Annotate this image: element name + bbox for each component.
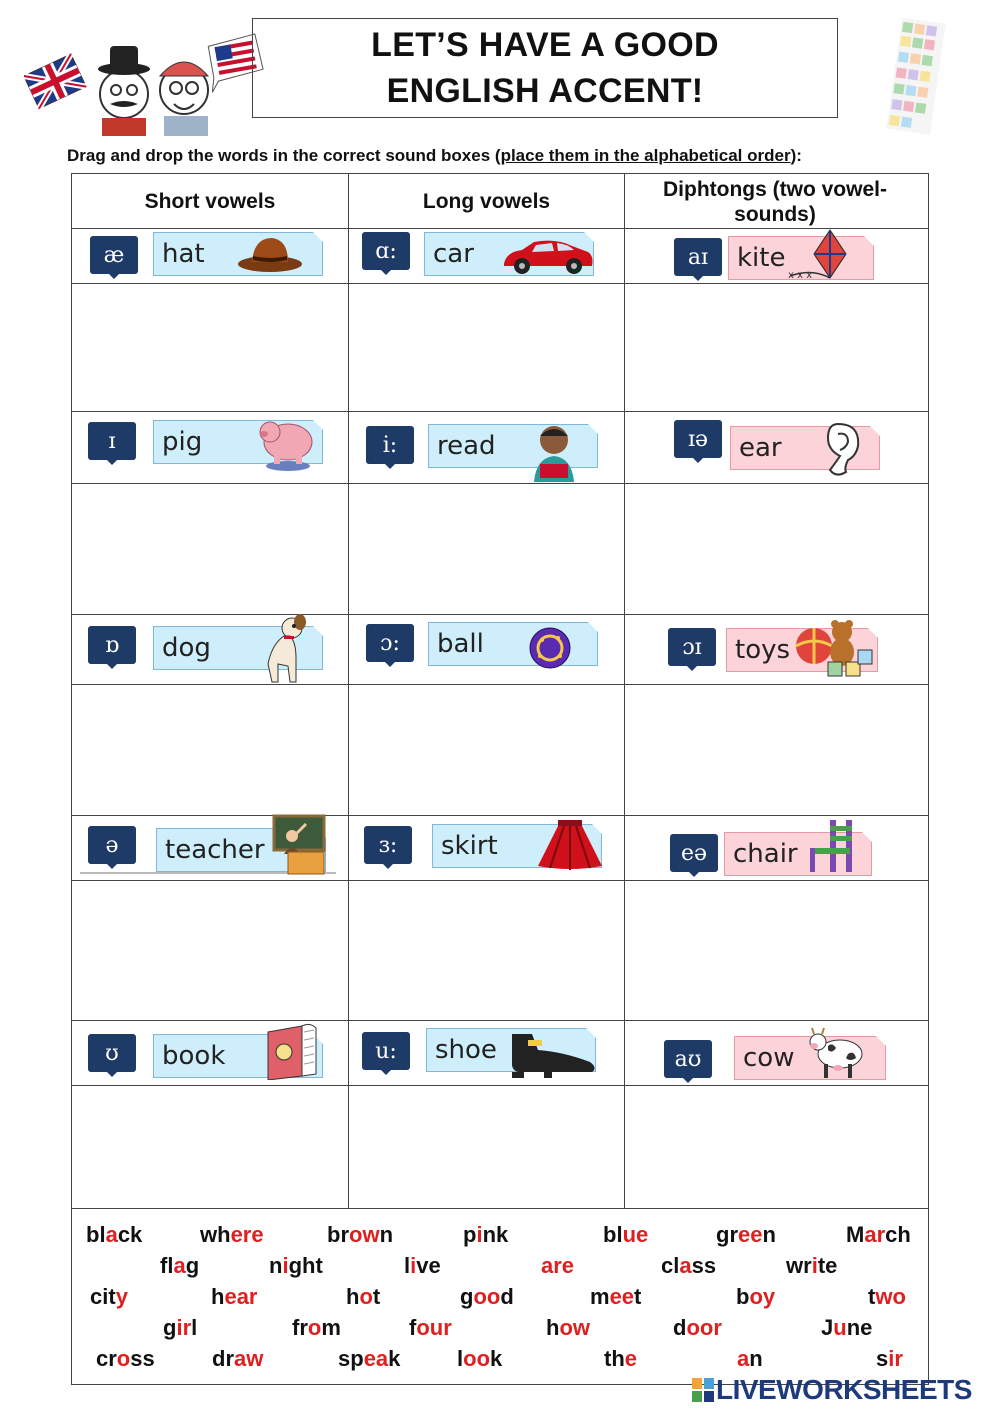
word-tile[interactable]: two [868,1284,906,1309]
sound-word: chair [733,839,798,869]
sound-word: ear [739,433,782,463]
word-tile[interactable]: write [786,1253,838,1278]
sound-word: car [433,239,474,269]
word-tile[interactable]: black [86,1222,143,1247]
skirt-icon [536,818,604,870]
phoneme-symbol: u: [362,1032,410,1070]
sound-word: cow [743,1043,795,1073]
phoneme-symbol: ɜ: [364,826,412,864]
word-tile[interactable]: where [200,1222,264,1247]
phoneme-symbol: i: [366,426,414,464]
sound-word: dog [162,633,211,663]
instructions-suffix: ): [790,146,802,165]
phoneme-symbol: eə [670,834,718,872]
drop-zone-long-4[interactable] [349,881,624,1020]
phoneme-symbol: ɔɪ [668,628,716,666]
word-tile[interactable]: sir [876,1346,903,1371]
sound-table [71,173,929,1385]
phoneme-symbol: ɒ [88,626,136,664]
sound-word: toys [735,635,791,665]
phoneme-symbol: ɪə [674,420,722,458]
pig-icon [256,412,318,472]
word-tile[interactable]: flag [160,1253,200,1278]
word-tile[interactable]: night [269,1253,323,1278]
word-tile[interactable]: girl [163,1315,198,1340]
phoneme-symbol: æ [90,236,138,274]
phonemic-chart-illustration [870,14,960,138]
column-header-long-vowels: Long vowels [422,190,551,213]
sound-word: pig [162,427,203,457]
cow-icon [808,1024,868,1080]
word-tile[interactable]: how [546,1315,591,1340]
sound-word: hat [162,239,205,269]
drop-zone-diph-3[interactable] [625,685,929,815]
word-tile[interactable]: boy [736,1284,776,1309]
phoneme-symbol: ʊ [88,1034,136,1072]
drop-zone-short-1[interactable] [72,284,348,411]
title-line-1: LET’S HAVE A GOOD [371,26,719,64]
word-tile[interactable]: city [90,1284,128,1309]
ball-icon [528,626,572,670]
word-tile[interactable]: hear [211,1284,258,1309]
word-tile[interactable]: speak [338,1346,401,1371]
liveworksheets-logo [692,1374,972,1406]
drop-zone-short-2[interactable] [72,484,348,614]
sound-word: shoe [435,1035,497,1065]
word-tile[interactable]: hot [346,1284,381,1309]
phoneme-symbol: ə [88,826,136,864]
word-tile[interactable]: blue [603,1222,649,1247]
drop-zone-diph-2[interactable] [625,484,929,614]
sound-word: ball [437,629,484,659]
sound-word: book [162,1041,226,1071]
word-tile[interactable]: door [673,1315,722,1340]
kite-icon [782,228,852,284]
word-tile[interactable]: the [604,1346,638,1371]
drop-zone-long-5[interactable] [349,1086,624,1208]
drop-zone-diph-5[interactable] [625,1086,929,1208]
drop-zone-long-1[interactable] [349,284,624,411]
instructions-prefix: Drag and drop the words in the correct sound boxes ( [67,146,501,165]
column-header-diphtongs: Diphtongs (two vowel-sounds) [663,177,887,226]
teacher-icon [270,814,328,876]
shoe-icon [508,1030,598,1078]
word-tile[interactable]: cross [96,1346,155,1371]
phoneme-symbol: aʊ [664,1040,712,1078]
sound-word: read [437,431,496,461]
chair-icon [808,818,854,874]
drop-zone-diph-1[interactable] [625,284,929,411]
word-tile[interactable]: meet [590,1284,642,1309]
word-tile[interactable]: brown [327,1222,394,1247]
sound-word: skirt [441,831,498,861]
logo-text: LIVEWORKSHEETS [716,1374,972,1405]
word-tile[interactable]: an [737,1346,763,1371]
reading-boy-icon [528,422,582,482]
phoneme-symbol: ɑ: [362,232,410,270]
word-tile[interactable]: June [821,1315,873,1340]
word-bank [72,1208,929,1384]
phoneme-symbol: ɪ [88,422,136,460]
phoneme-symbol: ɔ: [366,624,414,662]
dog-icon [256,614,316,684]
drop-zone-long-3[interactable] [349,685,624,815]
sound-word: teacher [165,835,265,865]
instructions [67,146,947,166]
word-tile[interactable]: March [846,1222,911,1247]
sound-card-ball [428,622,598,666]
ear-icon [818,420,862,478]
hat-icon [236,232,304,274]
car-icon [502,238,594,276]
column-header-short-vowels: Short vowels [144,190,276,213]
word-tile[interactable]: class [661,1253,717,1278]
title-line-2: ENGLISH ACCENT! [386,72,704,110]
word-tile[interactable]: are [541,1253,575,1278]
word-tile[interactable]: live [404,1253,441,1278]
toys-icon [792,618,876,678]
word-tile[interactable]: draw [212,1346,264,1371]
phoneme-symbol: aɪ [674,238,722,276]
book-icon [262,1022,318,1080]
drop-zone-long-2[interactable] [349,484,624,614]
flag-characters-illustration [24,24,264,136]
svg-text:x x x: x x x [788,270,813,281]
title-box [252,18,838,118]
instructions-underlined: place them in the alphabetical order [500,146,791,165]
word-tile[interactable]: look [457,1346,503,1371]
drop-zone-short-3[interactable] [72,685,348,815]
word-tile[interactable]: from [292,1315,341,1340]
sound-word: kite [737,243,786,273]
drop-zone-short-4[interactable] [72,881,348,1020]
word-tile[interactable]: green [716,1222,776,1247]
liveworksheets-logo-icon [692,1378,714,1402]
word-tile[interactable]: pink [463,1222,509,1247]
word-tile[interactable]: good [460,1284,514,1309]
word-tile[interactable]: four [409,1315,452,1340]
drop-zone-short-5[interactable] [72,1086,348,1208]
drop-zone-diph-4[interactable] [625,881,929,1020]
